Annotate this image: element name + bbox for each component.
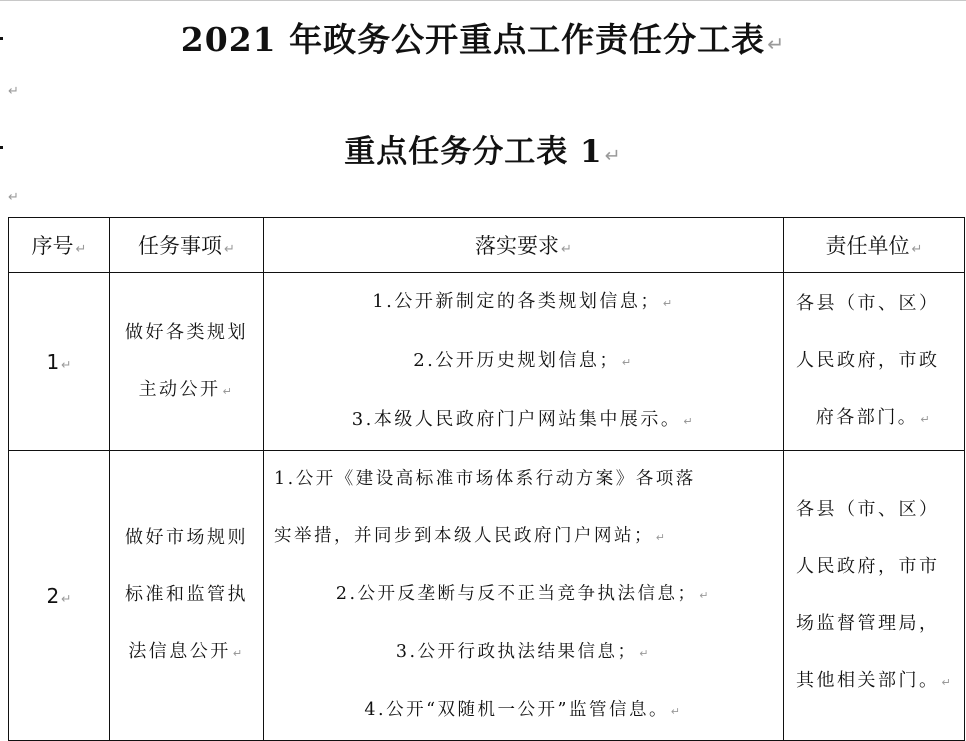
paragraph-mark-icon: ↵ — [699, 589, 712, 602]
row-task-item: 做好市场规则 标准和监管执 法信息公开 ↵ — [110, 451, 264, 741]
row-seq: 1 ↵ — [9, 273, 110, 451]
paragraph-mark-icon: ↵ — [61, 590, 72, 606]
paragraph-mark-icon: ↵ — [920, 413, 933, 426]
paragraph-mark-icon: ↵ — [61, 356, 72, 372]
paragraph-mark-icon: ↵ — [683, 415, 696, 428]
header-requirements: 落实要求 ↵ — [264, 218, 784, 273]
table-subtitle: 重点任务分工表 1 ↵ — [344, 134, 622, 170]
table-row — [9, 451, 965, 741]
paragraph-mark-icon: ↵ — [8, 190, 19, 205]
header-seq: 序号 ↵ — [9, 218, 110, 273]
paragraph-mark-icon: ↵ — [662, 297, 675, 310]
paragraph-mark-icon: ↵ — [232, 647, 245, 660]
paragraph-mark-icon: ↵ — [224, 242, 235, 257]
table-row — [9, 273, 965, 451]
paragraph-mark-icon: ↵ — [639, 647, 652, 660]
header-responsible-unit: 责任单位 ↵ — [784, 218, 965, 273]
paragraph-mark-icon: ↵ — [911, 242, 923, 257]
page-top-rule — [0, 0, 966, 1]
row-seq: 2 ↵ — [9, 451, 110, 741]
paragraph-mark-icon: ↵ — [561, 242, 572, 257]
row-requirements: 1.公开《建设高标准市场体系行动方案》各项落 实举措，并同步到本级人民政府门户网站； ↵ 2.公开反垄断与反不正当竞争执法信息； ↵ 3.公开行政执法结果信息； ↵ 4.公开“双随机一公开”监管信息。 ↵ — [264, 451, 784, 741]
paragraph-mark-icon: ↵ — [75, 242, 87, 257]
paragraph-mark-icon: ↵ — [621, 356, 634, 369]
paragraph-mark-icon: ↵ — [8, 84, 19, 99]
row-responsible-unit: 各县（市、区） 人民政府，市政 府各部门。 ↵ — [784, 273, 965, 451]
table-header-row — [9, 218, 965, 273]
row-task-item: 做好各类规划 主动公开 ↵ — [110, 273, 264, 451]
paragraph-mark-icon: ↵ — [671, 705, 683, 718]
paragraph-mark-icon: ↵ — [656, 531, 668, 544]
row-requirements: 1.公开新制定的各类规划信息； ↵ 2.公开历史规划信息； ↵ 3.本级人民政府门户网站集中展示。 ↵ — [264, 273, 784, 451]
paragraph-mark-icon: ↵ — [941, 675, 954, 689]
paragraph-mark-icon: ↵ — [767, 32, 786, 56]
document-title: 2021 年政务公开重点工作责任分工表↵ — [180, 20, 786, 59]
paragraph-mark-icon: ↵ — [604, 144, 622, 167]
task-division-table — [8, 217, 965, 741]
row-responsible-unit: 各县（市、区） 人民政府，市市 场监督管理局， 其他相关部门。 ↵ — [784, 451, 965, 741]
paragraph-mark-icon: ↵ — [222, 384, 235, 398]
header-task-item: 任务事项 ↵ — [110, 218, 264, 273]
